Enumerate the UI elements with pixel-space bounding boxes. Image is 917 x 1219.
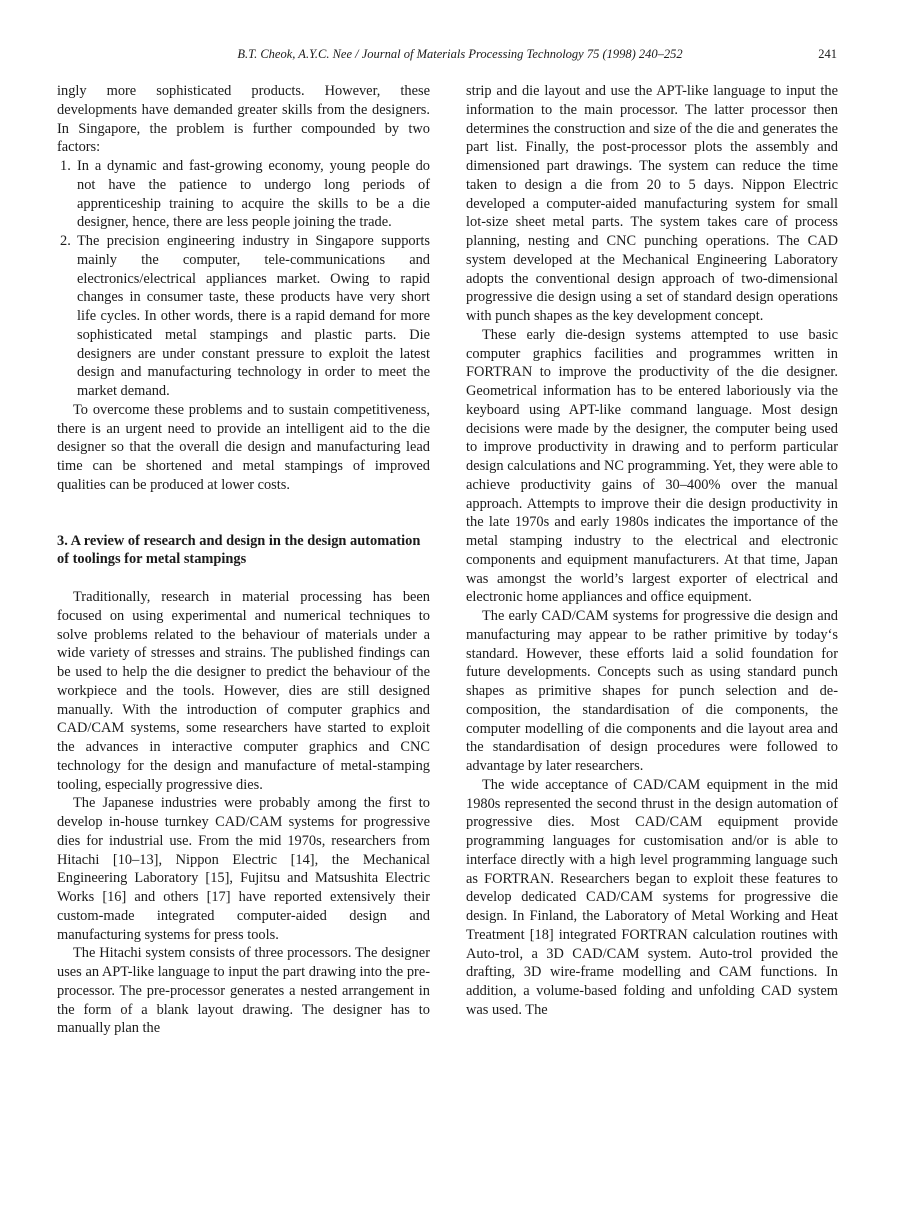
left-column bbox=[57, 82, 430, 1038]
list-text: The precision engineering industry in Singapore supports mainly the computer, tele-communications and electronics/electrical appliances market. Owing to rapid changes in consumer taste, these products have very short life cycles. In other words, there is a rapid demand for more sophisticated metal stampings and plastic parts. Die designers are under constant pressure to exploit the latest design and manufacturing technology in order to meet the market demand. bbox=[77, 233, 430, 399]
body-paragraph: The Hitachi system consists of three processors. The designer uses an APT-like language to input the part drawing into the pre-processor. The pre-processor generates a nested arrangement in the form of a blank layout drawing. The designer has to manually plan the bbox=[57, 945, 430, 1037]
body-paragraph: To overcome these problems and to sustain competitiveness, there is an urgent need to provide an intelligent aid to the die designer so that the overall die design and manufacturing lead time can be shortened and metal stampings of improved qualities can be produced at lower costs. bbox=[57, 401, 430, 493]
list-item bbox=[57, 232, 430, 401]
right-column bbox=[466, 82, 838, 1020]
factor-list bbox=[57, 157, 430, 401]
body-paragraph: These early die-design systems attempted to use basic computer graphics facilities and programmes written in FORTRAN to improve the productivity of the die designer. Geometrical information has to be entered laboriously via the keyboard using APT-like command language. Most design decisions were made by the designer, the computer being used to improve productivity in drawing and to perform particular design calculations and NC programming. Yet, they were able to achieve productivity gains of 30–400% over the manual approach. Attempts to improve their die design productivity in the late 1970s and early 1980s indicates the importance of the metal stamping industry to the electrical and electronic components and equipment manufacturers. At that time, Japan was amongst the world’s largest exporter of electrical and electronic home appliances and office equipment. bbox=[466, 326, 838, 606]
intro-continuation: ingly more sophisticated products. However, these developments have demanded greater skills from the designers. In Singapore, the problem is further compounded by two factors: bbox=[57, 83, 430, 156]
body-paragraph: Traditionally, research in material processing has been focused on using experimental and numerical techniques to solve problems related to the behaviour of materials under a wide variety of stresses and strains. The published findings can be used to help the die designer to predict the behaviour of the workpiece and the tools. However, dies are still designed manually. With the introduction of computer graphics and CAD/CAM systems, some researchers have started to exploit the advances in interactive computer graphics and CNC technology for the design and manufacture of metal-stamping tooling, especially progressive dies. bbox=[57, 589, 430, 793]
list-number: 1. bbox=[60, 158, 71, 174]
body-paragraph: strip and die layout and use the APT-like language to input the information to the main processor. The latter processor then determines the construction and size of the die and generates the part list. Finally, the post-processor plots the assembly and dimensioned part drawings. The system can reduce the time taken to design a die from 20 to 5 days. Nippon Electric developed a computer-aided manufacturing system for small lot-size sheet metal parts. The system takes care of process planning, nesting and CNC punching operations. The CAD system developed at the Mechanical Engineering Laboratory adopts the conventional design approach of two-dimensional progressive die design using a set of standard design operations with punch shapes as the key development concept. bbox=[466, 83, 838, 324]
list-number: 2. bbox=[60, 233, 71, 249]
page-number: 241 bbox=[818, 47, 837, 61]
body-paragraph: The Japanese industries were probably among the first to develop in-house turnkey CAD/CAM systems for progressive dies for industrial use. From the mid 1970s, researchers from Hitachi [10–13], Nippon Electric [14], the Mechanical Engineering Laboratory [15], Fujitsu and Matsushita Electric Works [16] and others [17] have reported extensively their custom-made integrated computer-aided design and manufacturing systems for press tools. bbox=[57, 795, 430, 943]
list-text: In a dynamic and fast-growing economy, young people do not have the patience to undergo long periods of apprenticeship training to acquire the skills to be a die designer, hence, there are less people joining the trade. bbox=[77, 158, 430, 231]
running-header bbox=[0, 44, 917, 64]
list-item bbox=[57, 157, 430, 232]
body-paragraph: The early CAD/CAM systems for progressive die design and manufacturing may appear to be rather primitive by today‘s standard. However, these efforts laid a solid foundation for future developments. Concepts such as using standard punch shapes as primitive shapes for punch selection and de-composition, the standardisation of die components, the computer modelling of die components and die layout area and the standardisation of design procedures were followed to advantage by later researchers. bbox=[466, 608, 838, 774]
section-heading: 3. A review of research and design in the design automation of toolings for metal stampings bbox=[57, 532, 421, 568]
running-title: B.T. Cheok, A.Y.C. Nee / Journal of Materials Processing Technology 75 (1998) 240–252 bbox=[237, 47, 683, 61]
body-paragraph: The wide acceptance of CAD/CAM equipment in the mid 1980s represented the second thrust in the design automation of progressive dies. Most CAD/CAM equipment provide programming languages for customisation and/or is able to interface directly with a high level programming language such as FORTRAN. Researchers began to exploit these features to develop dedicated CAD/CAM systems for progressive die design. In Finland, the Laboratory of Metal Working and Heat Treatment [18] integrated FORTRAN calculation routines with Auto-trol, a 3D CAD/CAM system. Auto-trol provided the drafting, 3D wire-frame modelling and CAM functions. In addition, a volume-based folding and unfolding CAD system was used. The bbox=[466, 776, 838, 1018]
